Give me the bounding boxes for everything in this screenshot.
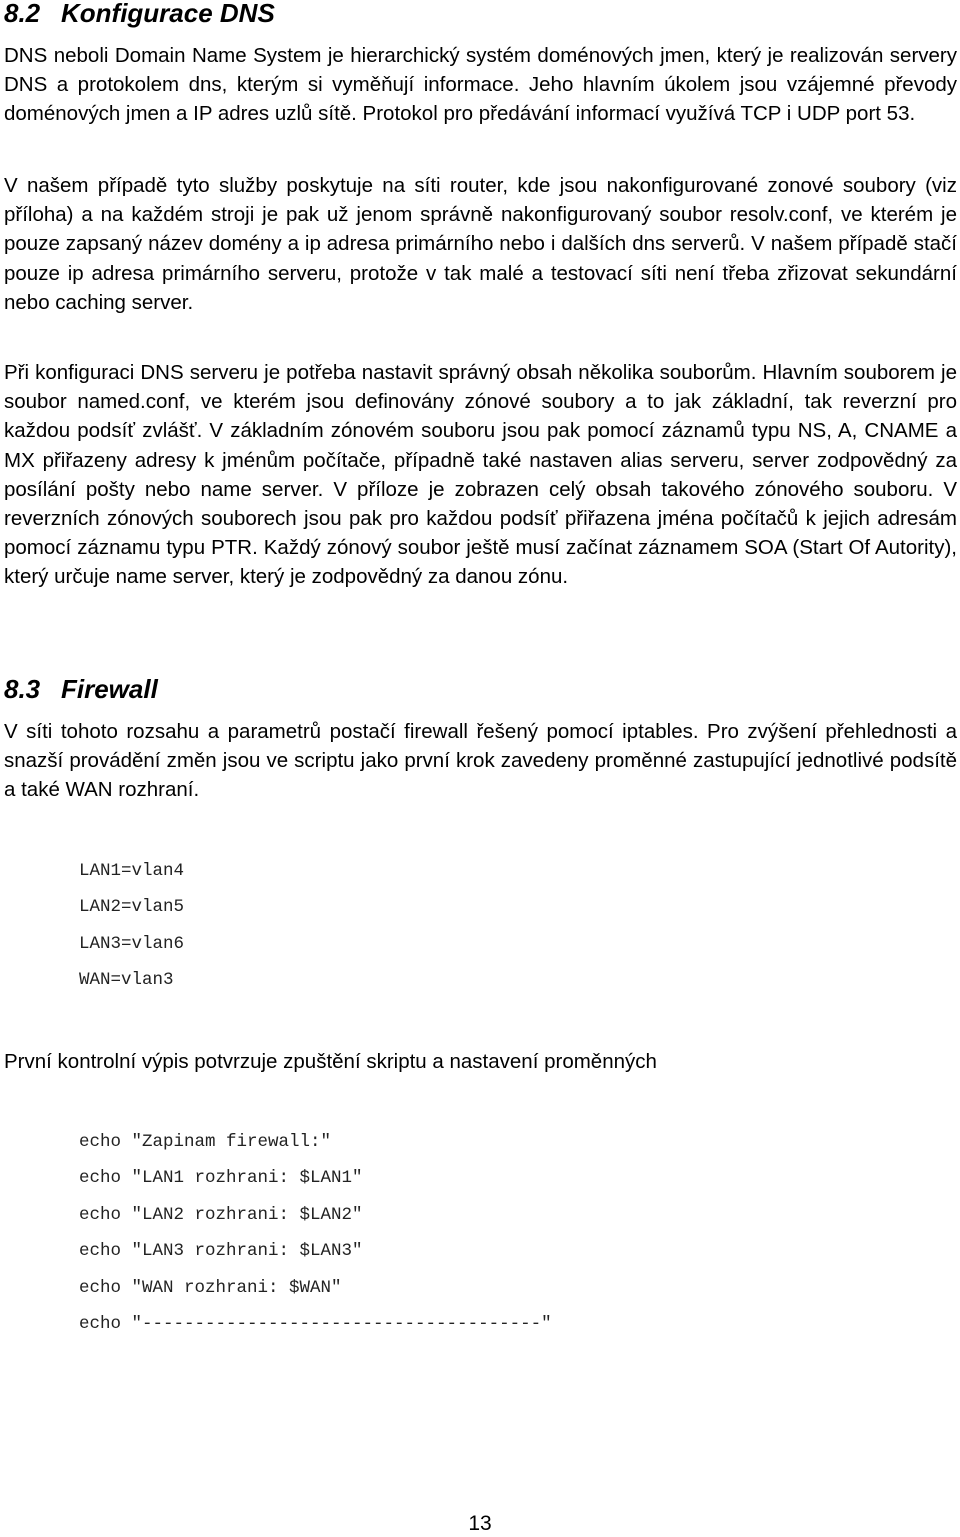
code-line: echo "LAN1 rozhrani: $LAN1"	[79, 1168, 363, 1189]
section-heading-firewall	[4, 674, 158, 704]
section-heading-dns	[4, 0, 275, 28]
section-title: Konfigurace DNS	[61, 0, 275, 28]
code-line: LAN2=vlan5	[79, 897, 185, 918]
echo-code-block	[79, 1131, 552, 1349]
section-title: Firewall	[61, 674, 158, 704]
firewall-paragraph-intro: V síti tohoto rozsahu a parametrů postačí firewall řešený pomocí iptables. Pro zvýšení přehlednosti a snazší provádění změn jsou ve scriptu jako první krok zavedeny proměnné zastupující jednotlivé podsítě a také WAN rozhraní.	[4, 720, 957, 802]
code-line: echo "WAN rozhrani: $WAN"	[79, 1277, 342, 1298]
dns-paragraph-configuration: Při konfiguraci DNS serveru je potřeba nastavit správný obsah několika souborům. Hlavním souborem je soubor named.conf, ve kterém jsou definovány zónové soubory a to jak základní, tak reverzní pro každou podsíť zvlášť. V základním zónovém souboru jsou pak pomocí záznamů typu NS, A, CNAME a MX přiřazeny adresy k jménům počítače, případně také nastaven alias serveru, server zodpovědný za posílání pošty nebo name server. V příloze je zobrazen celý obsah takového zónového souboru. V reverzních zónových souborech jsou pak pro každou podsíť přiřazena jména počítačů k jejich adresám pomocí záznamu typu PTR. Každý zónový soubor ještě musí začínat záznamem SOA (Start Of Autority), který určuje name server, který je zodpovědný za danou zónu.	[4, 361, 957, 589]
section-number: 8.2	[4, 0, 41, 28]
code-line: echo "LAN3 rozhrani: $LAN3"	[79, 1241, 363, 1262]
dns-paragraph-intro: DNS neboli Domain Name System je hierarchický systém doménových jmen, který je realizován servery DNS a protokolem dns, kterým si vyměňují informace. Jeho hlavním úkolem jsou vzájemné převody doménových jmen a IP adres uzlů sítě. Protokol pro předávání informací využívá TCP i UDP port 53.	[4, 44, 957, 126]
variables-code-block	[79, 860, 184, 1005]
dns-paragraph-router: V našem případě tyto služby poskytuje na síti router, kde jsou nakonfigurované zonové soubory (viz příloha) a na každém stroji je pak už jenom správně nakonfigurovaný soubor resolv.conf, ve kterém je pouze zapsaný název domény a ip adresa primárního nebo i dalších dns serverů. V našem případě stačí pouze ip adresa primárního serveru, protože v tak malé a testovací síti není třeba zřizovat sekundární nebo caching server.	[4, 174, 957, 314]
code-line: echo "--------------------------------------"	[79, 1313, 552, 1334]
firewall-check-text: První kontrolní výpis potvrzuje zpuštění skriptu a nastavení proměnných	[4, 1050, 657, 1073]
section-number: 8.3	[4, 674, 41, 704]
page-number	[0, 1512, 960, 1536]
code-line: echo "LAN2 rozhrani: $LAN2"	[79, 1204, 363, 1225]
code-line: WAN=vlan3	[79, 969, 174, 990]
code-line: LAN1=vlan4	[79, 861, 185, 881]
code-line: LAN3=vlan6	[79, 933, 185, 954]
code-line: echo "Zapinam firewall:"	[79, 1132, 332, 1152]
page-number-text: 13	[468, 1512, 492, 1535]
